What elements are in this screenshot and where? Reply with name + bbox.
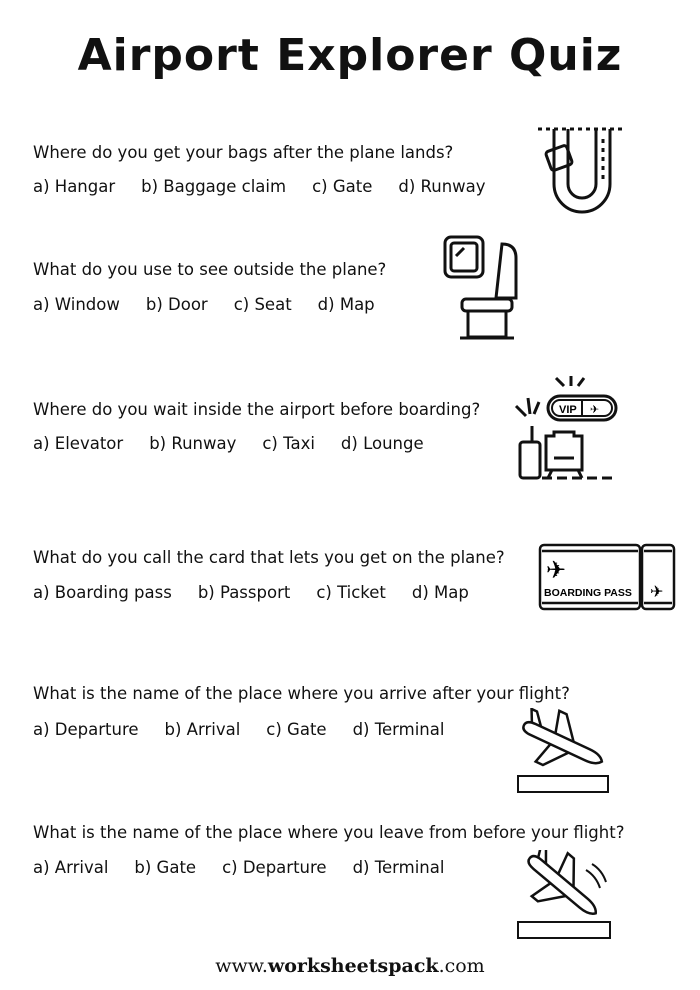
- option-c: c) Seat: [233, 295, 292, 314]
- option-a: a) Hangar: [33, 177, 116, 196]
- option-b: b) Gate: [134, 858, 197, 877]
- question-3: Where do you wait inside the airport before boarding?: [33, 400, 481, 419]
- option-c: c) Gate: [312, 177, 373, 196]
- footer-prefix: www.: [215, 955, 268, 977]
- plane-takeoff-icon: [512, 850, 614, 942]
- option-d: d) Terminal: [352, 720, 445, 739]
- option-c: c) Gate: [266, 720, 327, 739]
- option-a: a) Window: [33, 295, 120, 314]
- svg-text:✈: ✈: [650, 582, 664, 601]
- question-1-options: [33, 177, 486, 196]
- option-d: d) Terminal: [352, 858, 445, 877]
- option-a: a) Arrival: [33, 858, 109, 877]
- option-d: d) Lounge: [340, 434, 424, 453]
- svg-text:✈: ✈: [590, 403, 600, 416]
- footer-brand: worksheetspack: [267, 955, 439, 977]
- question-5: What is the name of the place where you arrive after your flight?: [33, 684, 570, 703]
- question-4: What do you call the card that lets you get on the plane?: [33, 548, 505, 567]
- boarding-pass-label: BOARDING PASS: [544, 587, 632, 599]
- plane-landing-icon: [512, 708, 614, 796]
- boarding-pass-icon: [538, 543, 676, 611]
- option-b: b) Passport: [197, 583, 291, 602]
- plane-seat-window-icon: [442, 234, 524, 342]
- option-c: c) Departure: [222, 858, 327, 877]
- page-title: Airport Explorer Quiz: [77, 30, 623, 81]
- footer-website: [0, 955, 700, 977]
- option-b: b) Runway: [149, 434, 237, 453]
- option-a: a) Departure: [33, 720, 139, 739]
- option-b: b) Door: [145, 295, 208, 314]
- option-b: b) Baggage claim: [141, 177, 287, 196]
- question-2: What do you use to see outside the plane?: [33, 260, 387, 279]
- question-3-options: [33, 434, 424, 453]
- option-c: c) Ticket: [316, 583, 386, 602]
- option-d: d) Map: [317, 295, 375, 314]
- option-a: a) Elevator: [33, 434, 124, 453]
- question-2-options: [33, 295, 375, 314]
- svg-text:✈: ✈: [546, 556, 567, 584]
- question-1: Where do you get your bags after the plane lands?: [33, 143, 454, 162]
- question-5-options: [33, 720, 444, 739]
- option-d: d) Map: [411, 583, 469, 602]
- option-b: b) Arrival: [164, 720, 241, 739]
- baggage-carousel-icon: [538, 124, 628, 216]
- question-6-options: [33, 858, 444, 877]
- option-a: a) Boarding pass: [33, 583, 172, 602]
- option-d: d) Runway: [398, 177, 486, 196]
- option-c: c) Taxi: [262, 434, 315, 453]
- vip-lounge-icon: [512, 374, 618, 482]
- question-4-options: [33, 583, 469, 602]
- vip-label: VIP: [559, 404, 577, 416]
- footer-suffix: .com: [438, 955, 485, 977]
- question-6: What is the name of the place where you leave from before your flight?: [33, 823, 625, 842]
